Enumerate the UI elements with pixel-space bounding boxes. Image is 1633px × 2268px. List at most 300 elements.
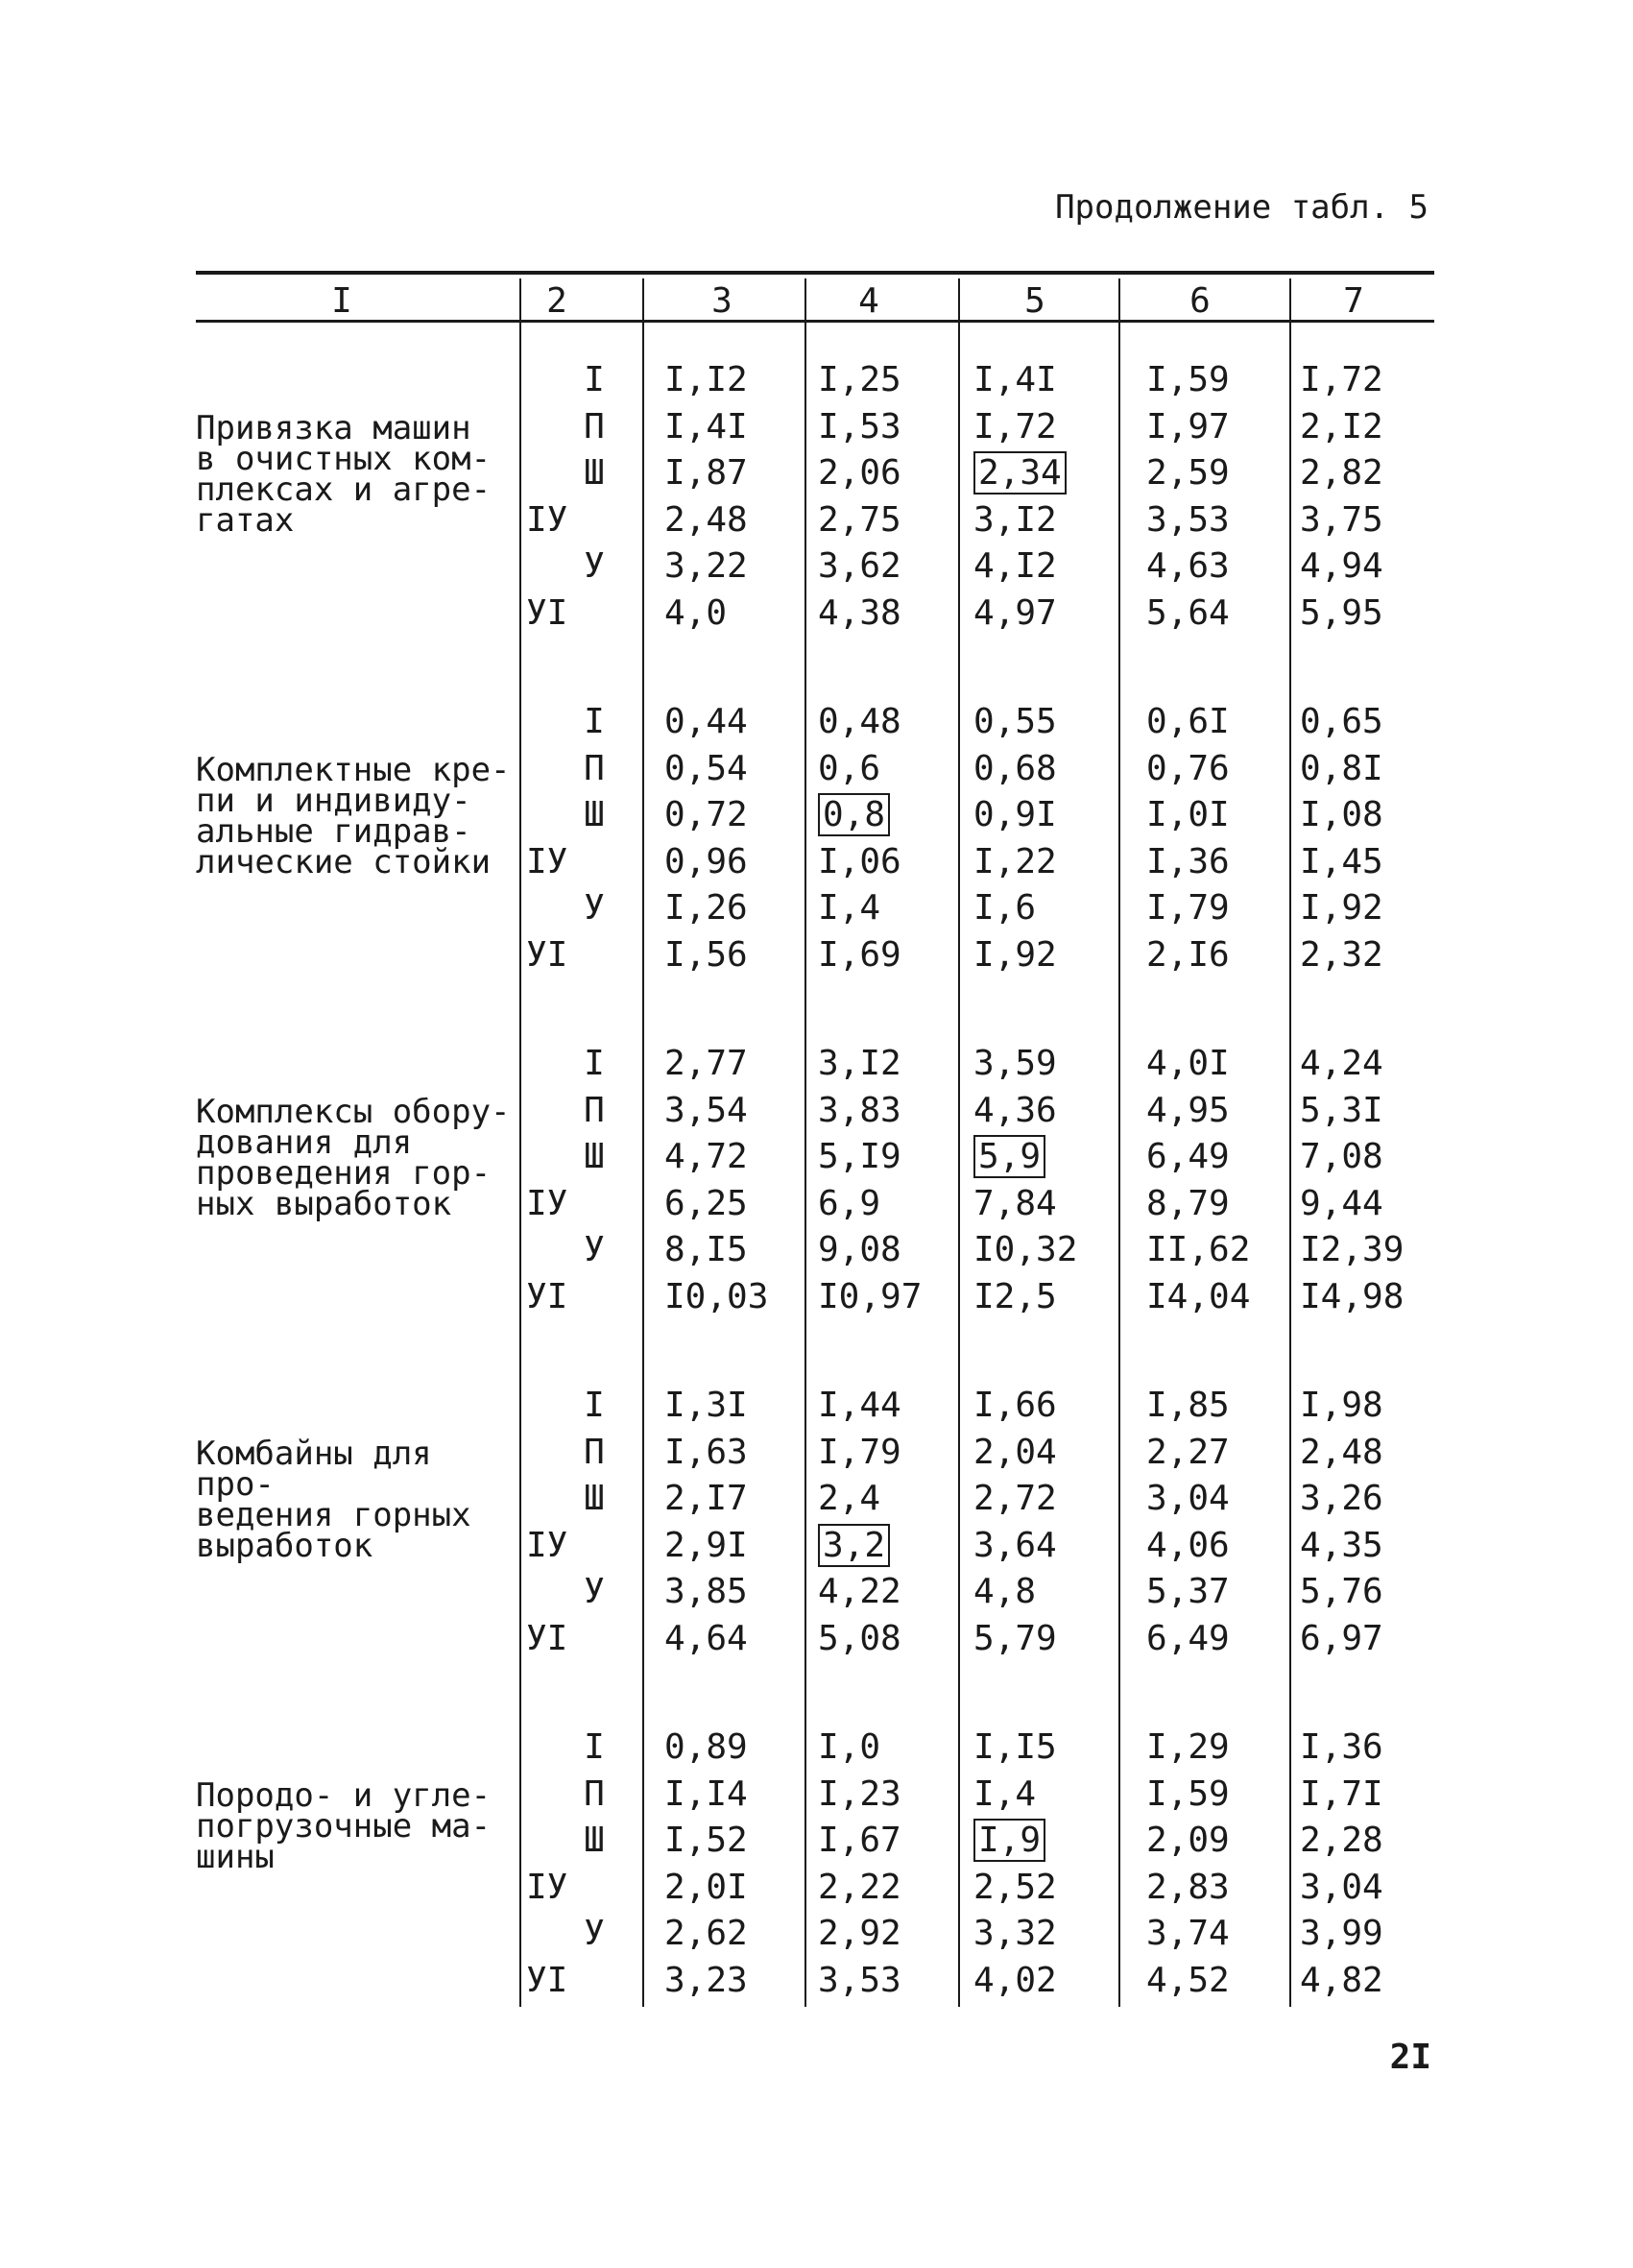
- table-cell: [1146, 1772, 1230, 1818]
- cell-value: I,4: [818, 888, 881, 928]
- table-cell: [818, 1430, 901, 1476]
- table-cell: [818, 1569, 901, 1615]
- table-cell: [973, 1274, 1057, 1320]
- cell-value: I,67: [818, 1821, 901, 1860]
- table-cell: [1300, 543, 1383, 590]
- cell-value: I,56: [664, 934, 748, 975]
- table-cell: [1300, 1865, 1383, 1911]
- category-cell: Ш: [584, 1821, 605, 1860]
- table-cell: [818, 1041, 901, 1087]
- cell-value: 5,3I: [1300, 1090, 1383, 1130]
- cell-value: I4,98: [1300, 1276, 1405, 1316]
- table-cell: [973, 1476, 1057, 1522]
- cell-value: 4,97: [973, 592, 1057, 633]
- table-cell: [818, 1772, 901, 1818]
- category-cell: УI: [526, 934, 568, 975]
- cell-value: I,23: [818, 1773, 901, 1814]
- cell-value: I0,32: [973, 1230, 1078, 1269]
- table-cell: [664, 1274, 768, 1320]
- table-cell: [1146, 1274, 1250, 1320]
- cell-value: 2,9I: [664, 1525, 748, 1565]
- cell-value: I,4I: [664, 406, 748, 446]
- table-cell: [664, 1041, 748, 1087]
- table-cell: [973, 1088, 1057, 1134]
- table-cell: [664, 497, 748, 543]
- cell-value: 6,25: [664, 1183, 748, 1223]
- cell-value: 0,44: [664, 702, 748, 741]
- cell-value: 0,76: [1146, 748, 1230, 788]
- table-cell: [818, 932, 901, 978]
- table-cell: [973, 450, 1067, 496]
- cell-value: I2,5: [973, 1276, 1057, 1316]
- cell-value: 2,I7: [664, 1479, 748, 1518]
- table-cell: [1300, 1725, 1383, 1771]
- column-header: 6: [1189, 281, 1211, 321]
- category-cell: П: [584, 1432, 605, 1472]
- table-cell: [664, 1134, 748, 1180]
- table-cell: [1300, 497, 1383, 543]
- category-cell: У: [584, 546, 605, 586]
- cell-value: 2,4: [818, 1479, 881, 1518]
- table-cell: [973, 497, 1057, 543]
- cell-value: 5,79: [973, 1618, 1057, 1658]
- table-cell: [818, 1911, 901, 1957]
- table-cell: [1146, 1227, 1250, 1273]
- table-cell: [664, 1818, 748, 1864]
- cell-value: 5,08: [818, 1618, 901, 1658]
- table-cell: [664, 591, 727, 637]
- category-cell: I: [584, 1044, 605, 1083]
- table-cell: [1300, 357, 1383, 403]
- cell-value: 4,22: [818, 1572, 901, 1611]
- cell-value: 2,52: [973, 1867, 1057, 1907]
- table-cell: [1146, 1088, 1230, 1134]
- table-cell: [664, 792, 748, 838]
- cell-value: 2,92: [818, 1914, 901, 1953]
- cell-value: I,4: [973, 1773, 1037, 1814]
- cell-value: I,98: [1300, 1386, 1383, 1425]
- table-cell: [664, 932, 748, 978]
- table-cell: [1300, 1772, 1383, 1818]
- cell-value: I,06: [818, 841, 901, 881]
- cell-value: I,36: [1300, 1727, 1383, 1767]
- table-cell: [1146, 1725, 1230, 1771]
- table-top-rule: [196, 271, 1434, 275]
- cell-value: 9,44: [1300, 1183, 1383, 1223]
- cell-value: I,72: [1300, 360, 1383, 399]
- cell-value: 0,54: [664, 748, 748, 788]
- cell-value: 2,32: [1300, 934, 1383, 975]
- category-cell: У: [584, 1572, 605, 1611]
- table-cell: [818, 1958, 901, 2004]
- cell-value: 4,64: [664, 1618, 748, 1658]
- table-cell: [818, 1725, 880, 1771]
- table-cell: [1146, 1383, 1230, 1429]
- table-cell: [664, 1569, 748, 1615]
- table-cell: [1300, 1088, 1383, 1134]
- table-cell: [973, 792, 1057, 838]
- cell-value: 6,9: [818, 1183, 881, 1223]
- cell-value: 2,48: [1300, 1432, 1383, 1472]
- table-cell: [1146, 699, 1230, 745]
- table-cell: [973, 885, 1036, 931]
- table-cell: [818, 497, 901, 543]
- cell-value: I,52: [664, 1821, 748, 1860]
- cell-value: 3,75: [1300, 499, 1383, 540]
- cell-value: 4,0I: [1146, 1044, 1230, 1083]
- table-cell: [1146, 746, 1230, 792]
- table-cell: [1300, 1227, 1404, 1273]
- cell-value: 4,02: [973, 1960, 1057, 2000]
- cell-value: 3,64: [973, 1525, 1057, 1565]
- cell-value: 8,I5: [664, 1230, 748, 1269]
- table-cell: [664, 1227, 748, 1273]
- cell-value: 0,68: [973, 748, 1057, 788]
- cell-value: 3,I2: [973, 499, 1057, 540]
- cell-value: I,4I: [973, 360, 1057, 399]
- cell-value: I,59: [1146, 360, 1230, 399]
- cell-value: 2,04: [973, 1432, 1057, 1472]
- cell-value: 4,63: [1146, 546, 1230, 586]
- table-cell: [973, 1958, 1057, 2004]
- column-divider: [804, 278, 806, 2007]
- category-cell: УI: [526, 592, 568, 633]
- cell-value: I,3I: [664, 1386, 748, 1425]
- cell-value: 2,22: [818, 1867, 901, 1907]
- category-cell: Ш: [584, 795, 605, 834]
- table-cell: [664, 357, 748, 403]
- table-cell: [1146, 1523, 1230, 1569]
- table-cell: [1146, 839, 1230, 885]
- cell-value: 3,83: [818, 1090, 901, 1130]
- header-bottom-rule: [196, 320, 1434, 323]
- cell-value: I,69: [818, 934, 901, 975]
- category-cell: IУ: [526, 499, 568, 540]
- table-cell: [973, 591, 1057, 637]
- column-header: I: [331, 281, 352, 321]
- table-cell: [1300, 1383, 1383, 1429]
- table-cell: [664, 1911, 748, 1957]
- table-cell: [973, 1134, 1045, 1180]
- table-cell: [973, 1616, 1057, 1662]
- table-cell: [1300, 932, 1383, 978]
- table-cell: [664, 450, 748, 496]
- table-cell: [664, 1430, 748, 1476]
- table-cell: [1146, 1958, 1230, 2004]
- table-cell: [664, 543, 748, 590]
- table-cell: [1146, 450, 1230, 496]
- table-cell: [1300, 404, 1383, 450]
- table-cell: [818, 1274, 922, 1320]
- cell-value: 4,72: [664, 1137, 748, 1176]
- cell-value: 4,24: [1300, 1044, 1383, 1083]
- table-cell: [1300, 699, 1383, 745]
- table-cell: [973, 1818, 1045, 1864]
- table-cell: [973, 1041, 1057, 1087]
- cell-value: 6,97: [1300, 1618, 1383, 1658]
- cell-value: 3,59: [973, 1044, 1057, 1083]
- table-cell: [1300, 1616, 1383, 1662]
- table-cell: [1146, 404, 1230, 450]
- table-cell: [818, 1227, 901, 1273]
- cell-value: I,92: [1300, 888, 1383, 928]
- cell-value: 2,0I: [664, 1867, 748, 1907]
- cell-value: 2,72: [973, 1479, 1057, 1518]
- table-cell: [818, 1523, 890, 1569]
- cell-value: 4,06: [1146, 1525, 1230, 1565]
- cell-value: 3,32: [973, 1914, 1057, 1953]
- table-cell: [664, 1772, 748, 1818]
- category-cell: I: [584, 1386, 605, 1425]
- cell-value: 2,06: [818, 453, 901, 493]
- category-cell: П: [584, 406, 605, 446]
- cell-value: 0,48: [818, 702, 901, 741]
- table-cell: [973, 746, 1057, 792]
- category-cell: Ш: [584, 1137, 605, 1176]
- page-number: 2I: [1389, 2038, 1431, 2077]
- table-cell: [973, 1430, 1057, 1476]
- column-divider: [1289, 278, 1291, 2007]
- table-cell: [973, 1911, 1057, 1957]
- cell-value: I,08: [1300, 795, 1383, 834]
- table-cell: [1146, 1818, 1230, 1864]
- table-cell: [818, 792, 890, 838]
- cell-value: 7,84: [973, 1183, 1057, 1223]
- highlighted-value: 0,8: [818, 793, 890, 836]
- table-cell: [818, 404, 901, 450]
- cell-value: 2,83: [1146, 1867, 1230, 1907]
- table-cell: [818, 699, 901, 745]
- cell-value: 2,77: [664, 1044, 748, 1083]
- cell-value: I,6: [973, 888, 1037, 928]
- cell-value: 3,74: [1146, 1914, 1230, 1953]
- table-cell: [1300, 1523, 1383, 1569]
- category-cell: I: [584, 360, 605, 399]
- cell-value: 2,62: [664, 1914, 748, 1953]
- table-cell: [818, 1616, 901, 1662]
- table-cell: [1146, 1041, 1230, 1087]
- category-cell: УI: [526, 1618, 568, 1658]
- highlighted-value: 3,2: [818, 1524, 890, 1567]
- cell-value: I,0: [818, 1727, 881, 1767]
- table-cell: [1300, 1818, 1383, 1864]
- cell-value: 5,64: [1146, 592, 1230, 633]
- table-cell: [664, 1088, 748, 1134]
- table-cell: [973, 1569, 1036, 1615]
- table-cell: [664, 1181, 748, 1227]
- category-cell: У: [584, 1914, 605, 1953]
- cell-value: 3,54: [664, 1090, 748, 1130]
- cell-value: I2,39: [1300, 1230, 1405, 1269]
- table-cell: [664, 746, 748, 792]
- cell-value: 4,0: [664, 592, 728, 633]
- category-cell: I: [584, 702, 605, 741]
- table-cell: [1146, 1430, 1230, 1476]
- category-cell: П: [584, 1773, 605, 1814]
- category-cell: IУ: [526, 841, 568, 881]
- cell-value: 3,04: [1146, 1479, 1230, 1518]
- cell-value: 8,79: [1146, 1183, 1230, 1223]
- table-cell: [1300, 1430, 1383, 1476]
- cell-value: 5,95: [1300, 592, 1383, 633]
- table-cell: [1300, 1181, 1383, 1227]
- table-cell: [818, 1383, 901, 1429]
- cell-value: I,79: [818, 1432, 901, 1472]
- cell-value: I0,97: [818, 1276, 923, 1316]
- column-divider: [519, 278, 521, 2007]
- cell-value: 3,53: [818, 1960, 901, 2000]
- table-cell: [664, 1958, 748, 2004]
- column-header: 4: [858, 281, 879, 321]
- column-header: 2: [546, 281, 567, 321]
- category-cell: Ш: [584, 1479, 605, 1518]
- table-cell: [818, 543, 901, 590]
- table-cell: [1300, 1569, 1383, 1615]
- table-cell: [664, 1725, 748, 1771]
- cell-value: I,29: [1146, 1727, 1230, 1767]
- cell-value: 2,27: [1146, 1432, 1230, 1472]
- table-cell: [664, 839, 748, 885]
- cell-value: 4,I2: [973, 546, 1057, 586]
- cell-value: 0,89: [664, 1727, 748, 1767]
- table-cell: [818, 839, 901, 885]
- cell-value: I,85: [1146, 1386, 1230, 1425]
- table-cell: [1146, 792, 1230, 838]
- table-cell: [973, 404, 1057, 450]
- table-cell: [1146, 932, 1230, 978]
- cell-value: 9,08: [818, 1230, 901, 1269]
- cell-value: 0,65: [1300, 702, 1383, 741]
- category-cell: П: [584, 748, 605, 788]
- cell-value: I,44: [818, 1386, 901, 1425]
- cell-value: I0,03: [664, 1276, 769, 1316]
- group-label: Комплектные кре- пи и индивиду- альные гидрав- лические стойки: [196, 751, 511, 881]
- table-cell: [818, 1181, 880, 1227]
- category-cell: УI: [526, 1960, 568, 2000]
- category-cell: У: [584, 1230, 605, 1269]
- category-cell: IУ: [526, 1525, 568, 1565]
- table-cell: [1146, 497, 1230, 543]
- table-cell: [818, 1088, 901, 1134]
- table-cell: [973, 1227, 1077, 1273]
- table-cell: [664, 699, 748, 745]
- table-cell: [973, 1523, 1057, 1569]
- cell-value: I,66: [973, 1386, 1057, 1425]
- cell-value: I,45: [1300, 841, 1383, 881]
- cell-value: I,97: [1146, 406, 1230, 446]
- table-cell: [664, 1523, 748, 1569]
- cell-value: I,72: [973, 406, 1057, 446]
- cell-value: I,22: [973, 841, 1057, 881]
- table-cell: [1300, 792, 1383, 838]
- table-cell: [1146, 885, 1230, 931]
- highlighted-value: 2,34: [973, 451, 1067, 495]
- cell-value: 3,22: [664, 546, 748, 586]
- table-cell: [1300, 591, 1383, 637]
- table-cell: [818, 591, 901, 637]
- cell-value: I,I4: [664, 1773, 748, 1814]
- column-header: 5: [1024, 281, 1045, 321]
- table-cell: [973, 1725, 1057, 1771]
- table-cell: [664, 1616, 748, 1662]
- cell-value: I,7I: [1300, 1773, 1383, 1814]
- cell-value: 3,53: [1146, 499, 1230, 540]
- table-cell: [664, 1383, 748, 1429]
- table-cell: [818, 1134, 901, 1180]
- table-cell: [973, 1181, 1057, 1227]
- column-header: 3: [711, 281, 732, 321]
- cell-value: 3,I2: [818, 1044, 901, 1083]
- cell-value: 4,95: [1146, 1090, 1230, 1130]
- cell-value: 4,94: [1300, 546, 1383, 586]
- cell-value: I,36: [1146, 841, 1230, 881]
- cell-value: 6,49: [1146, 1137, 1230, 1176]
- table-cell: [1300, 885, 1383, 931]
- category-cell: У: [584, 888, 605, 928]
- table-cell: [1146, 1476, 1230, 1522]
- column-divider: [958, 278, 960, 2007]
- cell-value: II,62: [1146, 1230, 1251, 1269]
- cell-value: I,59: [1146, 1773, 1230, 1814]
- cell-value: I,26: [664, 888, 748, 928]
- table-cell: [1146, 1865, 1230, 1911]
- cell-value: 3,26: [1300, 1479, 1383, 1518]
- column-header: 7: [1343, 281, 1364, 321]
- table-cell: [973, 357, 1057, 403]
- cell-value: 0,72: [664, 795, 748, 834]
- table-cell: [1146, 1616, 1230, 1662]
- cell-value: 0,96: [664, 841, 748, 881]
- group-label: Породо- и угле- погрузочные ма- шины: [196, 1776, 492, 1876]
- cell-value: I,I5: [973, 1727, 1057, 1767]
- table-cell: [1146, 1134, 1230, 1180]
- cell-value: I,0I: [1146, 795, 1230, 834]
- cell-value: 3,62: [818, 546, 901, 586]
- cell-value: 2,I2: [1300, 406, 1383, 446]
- cell-value: 2,59: [1146, 453, 1230, 493]
- cell-value: I,53: [818, 406, 901, 446]
- group-label: Комбайны для про- ведения горных выработок: [196, 1435, 471, 1565]
- cell-value: 2,28: [1300, 1821, 1383, 1860]
- cell-value: I,87: [664, 453, 748, 493]
- highlighted-value: 5,9: [973, 1135, 1045, 1178]
- table-cell: [1146, 1911, 1230, 1957]
- table-cell: [818, 746, 880, 792]
- table-cell: [973, 1865, 1057, 1911]
- table-cell: [818, 450, 901, 496]
- cell-value: 2,09: [1146, 1821, 1230, 1860]
- highlighted-value: I,9: [973, 1819, 1045, 1862]
- table-cell: [1146, 357, 1230, 403]
- table-cell: [818, 1818, 901, 1864]
- cell-value: I,92: [973, 934, 1057, 975]
- category-cell: IУ: [526, 1867, 568, 1907]
- cell-value: 5,37: [1146, 1572, 1230, 1611]
- group-label: Комплексы обору- дования для проведения гор- ных выработок: [196, 1093, 511, 1223]
- table-cell: [1300, 1274, 1404, 1320]
- table-cell: [1146, 591, 1230, 637]
- table-cell: [818, 1865, 901, 1911]
- cell-value: 3,23: [664, 1960, 748, 2000]
- table-cell: [664, 404, 748, 450]
- cell-value: I4,04: [1146, 1276, 1251, 1316]
- table-cell: [1300, 1476, 1383, 1522]
- cell-value: 3,85: [664, 1572, 748, 1611]
- cell-value: 4,35: [1300, 1525, 1383, 1565]
- table-cell: [973, 1772, 1036, 1818]
- cell-value: 4,82: [1300, 1960, 1383, 2000]
- table-cell: [1300, 1134, 1383, 1180]
